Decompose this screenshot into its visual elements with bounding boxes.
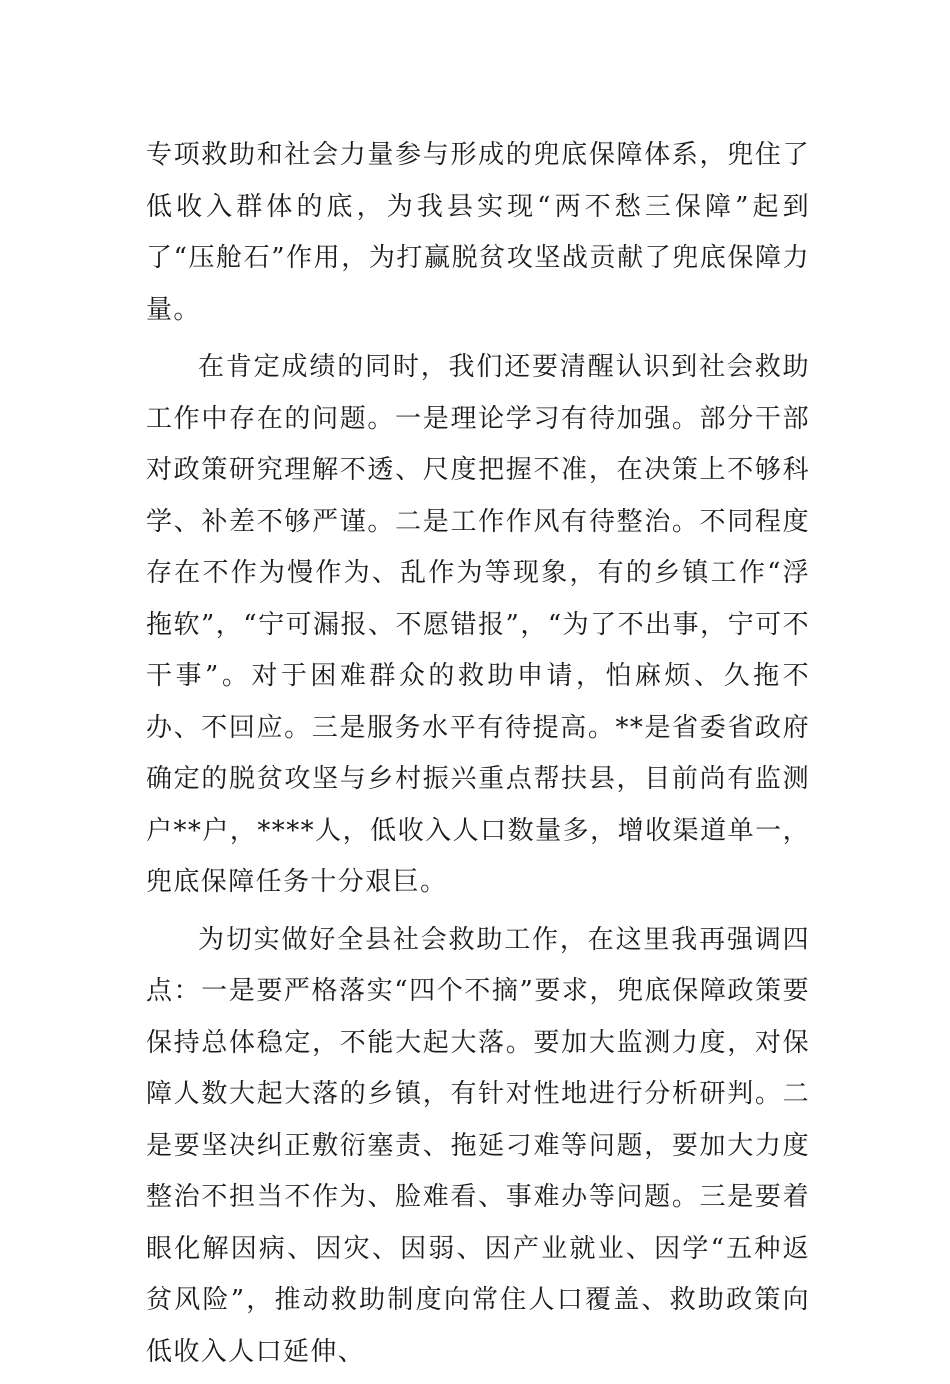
- paragraph-1: 专项救助和社会力量参与形成的兜底保障体系，兜住了低收入群体的底，为我县实现“两不愁三保障”起到了“压舱石”作用，为打赢脱贫攻坚战贡献了兜底保障力量。: [146, 140, 810, 325]
- paragraph-2: 在肯定成绩的同时，我们还要清醒认识到社会救助工作中存在的问题。一是理论学习有待加强。部分干部对政策研究理解不透、尺度把握不准，在决策上不够科学、补差不够严谨。二是工作作风有待整治。不同程度存在不作为慢作为、乱作为等现象，有的乡镇工作“浮拖软”，“宁可漏报、不愿错报”，“为了不出事，宁可不干事”。对于困难群众的救助申请，怕麻烦、久拖不办、不回应。三是服务水平有待提高。**是省委省政府确定的脱贫攻坚与乡村振兴重点帮扶县，目前尚有监测户**户，****人，低收入人口数量多，增收渠道单一，兜底保障任务十分艰巨。: [146, 352, 810, 897]
- document-body: [146, 130, 810, 1384]
- paragraph-3: 为切实做好全县社会救助工作，在这里我再强调四点：一是要严格落实“四个不摘”要求，兜底保障政策要保持总体稳定，不能大起大落。要加大监测力度，对保障人数大起大落的乡镇，有针对性地进行分析研判。二是要坚决纠正敷衍塞责、拖延刁难等问题，要加大力度整治不担当不作为、脸难看、事难办等问题。三是要着眼化解因病、因灾、因弱、因产业就业、因学“五种返贫风险”，推动救助制度向常住人口覆盖、救助政策向低收入人口延伸、: [146, 924, 810, 1367]
